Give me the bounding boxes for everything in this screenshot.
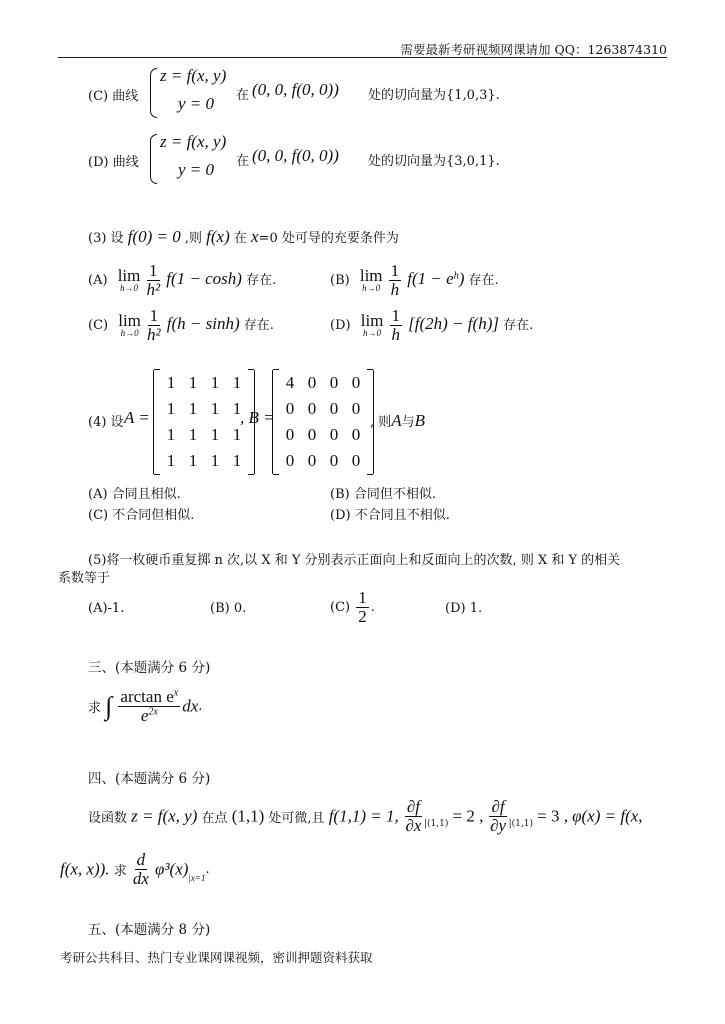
q4-tail: , 则A与B: [370, 411, 426, 430]
q2-d-label: (D) 曲线: [88, 155, 139, 170]
matrix-b-cell-0-2: 0: [329, 373, 339, 392]
q3-opt-d: (D) lim h→0 $\frac{1}{h}$ [f(2h) − f(h)] 存在.: [330, 306, 534, 344]
matrix-a-cell-1-0: 1: [166, 399, 176, 418]
matrix-b-cell-2-1: 0: [307, 425, 317, 444]
q4-opt-a: (A) 合同且相似.: [88, 487, 181, 502]
matrix-b-cell-0-0: 4: [285, 373, 295, 392]
matrix-a-cell-3-0: 1: [166, 451, 176, 470]
section-5-title: 五、(本题满分 8 分): [88, 922, 211, 938]
matrix-a-cell-0-2: 1: [210, 373, 220, 392]
q5-stem-line2: 系数等于: [58, 571, 111, 586]
page-header: 需要最新考研视频网课请加 QQ：1263874310: [400, 42, 667, 57]
matrix-b-cell-2-0: 0: [285, 425, 295, 444]
matrix-b-cell-1-3: 0: [351, 399, 361, 418]
q2-d-point: (0, 0, f(0, 0)): [252, 146, 339, 165]
matrix-b-cell-1-0: 0: [285, 399, 295, 418]
matrix-b-cell-1-1: 0: [307, 399, 317, 418]
page-footer: 考研公共科目、热门专业课网课视频，密训押题资料获取: [60, 950, 373, 965]
section-3-integral: 求 ∫ $\frac{\arctan e^x}{e^{2x}}$ dx.: [88, 687, 203, 725]
q2-c-sys-line2: y = 0: [178, 94, 215, 113]
matrix-a-cell-2-0: 1: [166, 425, 176, 444]
q5-opt-c: (C) $\frac{1}{2}$ .: [330, 588, 375, 626]
matrix-a-cell-1-1: 1: [188, 399, 198, 418]
q3-opt-c: (C) lim h→0 $\frac{1}{\text{h²}}$ f(h − sinh) 存在.: [88, 306, 274, 344]
q5-opt-d: (D) 1.: [445, 601, 483, 616]
q2-c-point: (0, 0, f(0, 0)): [252, 80, 339, 99]
q5-opt-b: (B) 0.: [210, 601, 247, 616]
q2-d-sys-line2: y = 0: [178, 160, 215, 179]
matrix-a-cell-1-2: 1: [210, 399, 220, 418]
q2-c-label: (C) 曲线: [88, 89, 139, 104]
q5-opt-a: (A)-1.: [88, 601, 125, 616]
q3-opt-a: (A) lim h→0 $\frac{1}{\text{h²}}$ f(1 − cosh) 存在.: [88, 261, 277, 299]
q2-d-at: 在: [236, 154, 250, 169]
section-4-line1: 设函数 z = f(x, y) 在点 (1,1) 处可微,且 f(1,1) = 1, $\frac{\partial f}{\partial x}$ $_{|(1,1)}$ = 2 , $\frac{\partial f}{\partial y}$ $_{|(1,1)}$ = 3 , φ(x) = f(x,: [88, 797, 643, 835]
q2-c-tail: 处的切向量为{1,0,3}.: [368, 88, 500, 103]
matrix-b-cell-1-2: 0: [329, 399, 339, 418]
q2-c-brace: [150, 68, 157, 118]
matrix-a-cell-2-3: 1: [232, 425, 242, 444]
matrix-b-cell-3-1: 0: [307, 451, 317, 470]
matrix-b-cell-3-2: 0: [329, 451, 339, 470]
matrix-a-cell-2-2: 1: [210, 425, 220, 444]
matrix-b-cell-0-3: 0: [351, 373, 361, 392]
matrix-a-cell-3-1: 1: [188, 451, 198, 470]
q2-c-sys-line1: z = f(x, y): [160, 66, 227, 85]
matrix-a-cell-1-3: 1: [232, 399, 242, 418]
header-rule: [58, 57, 667, 58]
q4-opt-b: (B) 合同但不相似.: [330, 487, 436, 502]
matrix-b-cell-3-3: 0: [351, 451, 361, 470]
q4-stem: (4) 设: [88, 415, 124, 430]
q2-d-sys-line1: z = f(x, y): [160, 132, 227, 151]
matrix-b-cell-2-3: 0: [351, 425, 361, 444]
q5-stem-line1: (5)将一枚硬币重复掷 n 次,以 X 和 Y 分别表示正面向上和反面向上的次数, 则 X 和 Y 的相关: [88, 553, 621, 568]
q4-opt-d: (D) 不合同且不相似.: [330, 508, 450, 523]
section-4-line2: f(x, x)). 求 $\frac{d}{dx}$ $\varphi^3(x)_{|x=1}$.: [60, 850, 210, 888]
matrix-b-cell-2-2: 0: [329, 425, 339, 444]
matrix-a-cell-3-3: 1: [232, 451, 242, 470]
matrix-b-cell-0-1: 0: [307, 373, 317, 392]
q4-opt-c: (C) 不合同但相似.: [88, 508, 195, 523]
q4-b-eq: , B =: [240, 408, 275, 427]
matrix-a-cell-0-0: 1: [166, 373, 176, 392]
section-3-title: 三、(本题满分 6 分): [88, 660, 211, 676]
matrix-b: [272, 370, 374, 474]
matrix-b-cell-3-0: 0: [285, 451, 295, 470]
q2-d-tail: 处的切向量为{3,0,1}.: [368, 154, 500, 169]
matrix-a-cell-0-1: 1: [188, 373, 198, 392]
q2-d-brace: [150, 134, 157, 184]
matrix-a-cell-2-1: 1: [188, 425, 198, 444]
q4-a-eq: A =: [124, 408, 150, 427]
q3-stem: (3) 设 f(0) = 0 ,则 f(x) 在 x=0 处可导的充要条件为: [88, 227, 399, 246]
section-4-title: 四、(本题满分 6 分): [88, 771, 211, 787]
q2-c-at: 在: [236, 88, 250, 103]
q3-opt-b: (B) lim h→0 $\frac{1}{h}$ $f(1 - e^h)$ 存在.: [330, 261, 499, 299]
matrix-a-cell-3-2: 1: [210, 451, 220, 470]
matrix-a-cell-0-3: 1: [232, 373, 242, 392]
